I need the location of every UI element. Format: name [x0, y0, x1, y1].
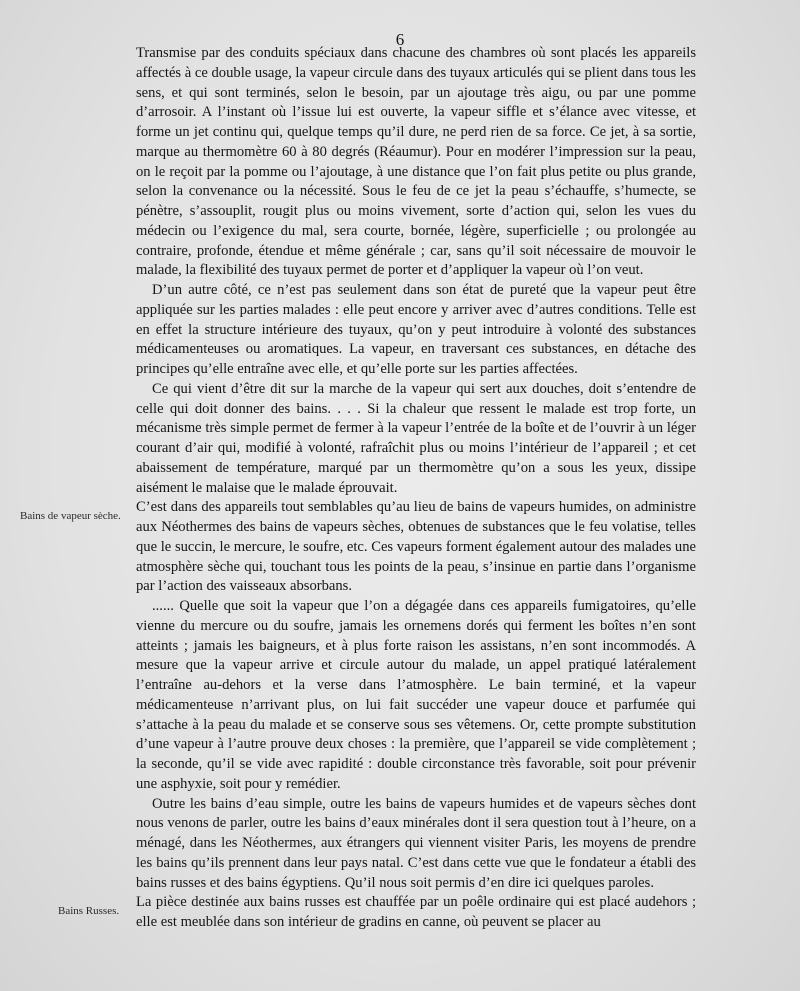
side-note-russian-baths: Bains Russes.	[58, 905, 120, 917]
paragraph-foreign-baths: Outre les bains d’eau simple, outre les bains de vapeurs humides et de vapeurs sèches dont nous venons de parler, outre les bains d’eaux minérales dont il sera question tout à l’heure, on a ménagé, dans les Néothermes, aux étrangers qui viennent visiter Paris, les moyens de prendre les bains qu’ils prennent dans leur pays natal. C’est dans cette vue que le fondateur a établi des bains russes et des bains égyptiens. Qu’il nous soit permis d’en dire ici quelques paroles.	[136, 795, 696, 891]
paragraph-dry-vapour: C’est dans des appareils tout semblables qu’au lieu de bains de vapeurs humides, on administre aux Néothermes des bains de vapeurs sèches, obtenues de substances que le feu volatise, telles que le succin, le mercure, le soufre, etc. Ces vapeurs forment également autour des malades une atmosphère sèche qui, touchant tous les points de la peau, s’insinue en partie dans l’organisme par l’action des vaisseaux absorbans.	[136, 499, 696, 595]
side-note-dry-vapour-baths: Bains de vapeur sèche.	[20, 510, 121, 522]
paragraph-steam-jet: Transmise par des conduits spéciaux dans chacune des chambres où sont placés les appareils affectés à ce double usage, la vapeur circule dans des tuyaux articulés qui se plient dans tous les sens, et qui sont terminés, selon le besoin, par un ajoutage très aigu, ou par une pomme d’arrosoir. A l’instant où l’issue lui est ouverte, la vapeur siffle et s’élance avec vitesse, et forme un jet continu qui, quelque temps qu’il dure, ne perd rien de sa force. Ce jet, à sa sortie, marque au thermomètre 60 à 80 degrés (Réaumur). Pour en modérer l’impression sur la peau, on le reçoit par la pomme ou l’ajoutage, à une distance que l’on fait plus petite ou plus grande, selon la convenance ou la nécessité. Sous le feu de ce jet la peau s’échauffe, s’humecte, se pénètre, s’assouplit, rougit plus ou moins vivement, sorte d’action qui, selon les vues du médecin ou l’exigence du mal, sera courte, bornée, légère, superficielle ; ou prolongée au contraire, profonde, étendue et même générale ; car, sans qu’il soit nécessaire de mouvoir le malade, la flexibilité des tuyaux permet de porter et d’appliquer la vapeur où l’on veut.	[136, 45, 696, 279]
paragraph-russian-baths: La pièce destinée aux bains russes est chauffée par un poêle ordinaire qui est placé audehors ; elle est meublée dans son intérieur de gradins en canne, où peuvent se placer au	[136, 894, 696, 930]
paragraph-vapour-baths: Ce qui vient d’être dit sur la marche de la vapeur qui sert aux douches, doit s’entendre de celle qui doit donner des bains. . . . Si la chaleur que ressent le malade est trop forte, un mécanisme très simple permet de fermer à la vapeur l’entrée de la boîte et de l’ouvrir à un léger courant d’air qui, modifié à volonté, rafraîchit plus ou moins l’intérieur de l’appareil ; et cet abaissement de température, marqué par un thermomètre qu’on a sous les yeux, dissipe aisément le malaise que le malade éprouvait.	[136, 380, 696, 496]
paragraph-medicated-vapour: D’un autre côté, ce n’est pas seulement dans son état de pureté que la vapeur peut être appliquée sur les parties malades : elle peut encore y arriver avec d’autres conditions. Telle est en effet la structure intérieure des tuyaux, qu’on y peut introduire à volonté des substances médicamenteuses ou aromatiques. La vapeur, en traversant ces substances, en détache des principes qu’elle entraîne avec elle, et qu’elle porte sur les parties affectées.	[136, 282, 696, 377]
paragraph-fumigation: ...... Quelle que soit la vapeur que l’on a dégagée dans ces appareils fumigatoires, qu’elle vienne du mercure ou du soufre, jamais les ornemens dorés qui ferment les boîtes n’en sont atteints ; jamais les baigneurs, et à plus forte raison les assistans, n’en sont incommodés. A mesure que la vapeur arrive et circule autour du malade, un appel pratiqué latéralement l’entraîne au-dehors et la verse dans l’atmosphère. Le bain terminé, et la vapeur médicamenteuse n’arrivant plus, on lui fait succéder une vapeur douce et parfumée qui s’attache à la peau du malade et se conserve sous ses vêtemens. Or, cette prompte substitution d’une vapeur à l’autre prouve deux choses : la première, que l’appareil se vide complètement ; la seconde, qu’il se vide avec rapidité : double circonstance très favorable, soit pour prévenir une asphyxie, soit pour y remédier.	[136, 598, 696, 792]
page-number: 6	[395, 30, 405, 49]
body-text	[136, 44, 696, 933]
